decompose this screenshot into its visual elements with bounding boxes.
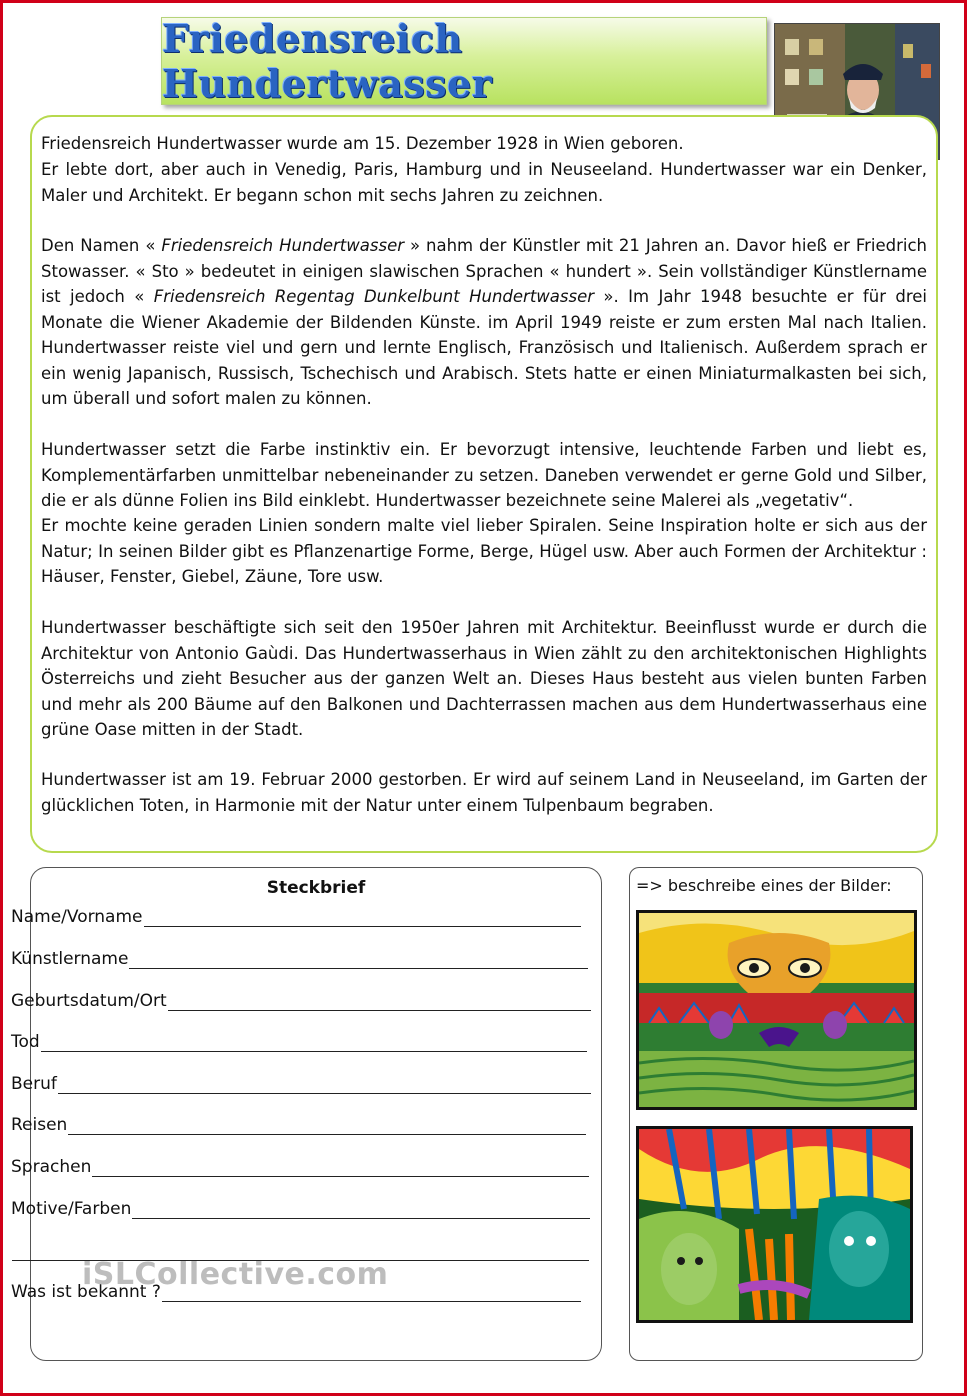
paragraph-life: Er lebte dort, aber auch in Venedig, Paris, Hamburg und in Neuseeland. Hundertwasser war ein Denker, Maler und Architekt. Er begann schon mit sechs Jahren zu zeichnen. xyxy=(41,160,927,205)
field-tod[interactable]: Tod xyxy=(11,1028,587,1052)
field-beruf[interactable]: Beruf xyxy=(11,1070,591,1094)
field-geburtsdatum[interactable]: Geburtsdatum/Ort xyxy=(11,987,591,1011)
watermark: iSLCollective.com xyxy=(82,1257,389,1292)
painting-colorful-faces xyxy=(636,1126,913,1323)
paragraph-death: Hundertwasser ist am 19. Februar 2000 gestorben. Er wird auf seinem Land in Neuseeland, im Garten der glücklichen Toten, in Harmonie mit der Natur unter einem Tulpenbaum begraben. xyxy=(41,770,927,815)
image-prompt: => beschreibe eines der Bilder: xyxy=(636,876,892,895)
paragraph-colors: Hundertwasser setzt die Farbe instinktiv ein. Er bevorzugt intensive, leuchtende Farben und liebt es, Komplementärfarben unmittelbar nebeneinander zu setzen. Daneben verwendet er gerne Gold und Silber, die er als dünne Folien ins Bild einklebt. Hundertwasser bezeichnete seine Malerei als „vegetativ“. xyxy=(41,440,927,510)
field-kuenstlername[interactable]: Künstlername xyxy=(11,945,588,969)
page-title: Friedensreich Hundertwasser xyxy=(162,16,493,106)
field-sprachen[interactable]: Sprachen xyxy=(11,1153,589,1177)
painting-landscape-face xyxy=(636,910,917,1110)
title-banner xyxy=(161,17,767,105)
paragraph-architecture: Hundertwasser beschäftigte sich seit den 1950er Jahren mit Architektur. Beeinflusst wurde er durch die Architektur von Antonio Gaùdi. Das Hundertwasserhaus in Wien zählt zu den architektonischen Highlights Österreichs und zieht Besucher aus der ganzen Welt an. Dieses Haus besteht aus vielen bunten Farben und mehr als 200 Bäume auf den Balkonen und Dachterrassen machen aus dem Hundertwasserhaus eine grüne Oase mitten in der Stadt. xyxy=(41,618,927,739)
field-name[interactable]: Name/Vorname xyxy=(11,903,581,927)
steckbrief-title: Steckbrief xyxy=(266,878,366,898)
field-motive[interactable]: Motive/Farben xyxy=(11,1195,590,1219)
paragraph-birth: Friedensreich Hundertwasser wurde am 15. Dezember 1928 in Wien geboren. xyxy=(41,134,684,153)
paragraph-name: Den Namen « Friedensreich Hundertwasser » nahm der Künstler mit 21 Jahren an. Davor hieß er Friedrich Stowasser. « Sto » bedeutet in einigen slawischen Sprachen « hundert ». Sein vollständiger Künstlername ist jedoch « Friedensreich Regentag Dunkelbunt Hundertwasser ». Im Jahr 1948 besuchte er für drei Monate die Wiener Akademie der Bildenden Künste. im April 1949 reiste er zum ersten Mal nach Italien. Hundertwasser reiste viel und gern und lernte Englisch, Französisch und Italienisch. Außerdem sprach er ein wenig Japanisch, Russisch, Tschechisch und Arabisch. Stets hatte er einen Miniaturmalkasten bei sich, um überall und sofort malen zu können. xyxy=(41,236,928,408)
field-reisen[interactable]: Reisen xyxy=(11,1111,586,1135)
paragraph-spirals: Er mochte keine geraden Linien sondern malte viel lieber Spiralen. Seine Inspiration holte er sich aus der Natur; In seinen Bilder gibt es Pflanzenartige Forme, Berge, Hügel usw. Aber auch Formen der Architektur : Häuser, Fenster, Giebel, Zäune, Tore usw. xyxy=(41,516,927,586)
field-bekannt[interactable]: Was ist bekannt ? xyxy=(11,1278,581,1302)
